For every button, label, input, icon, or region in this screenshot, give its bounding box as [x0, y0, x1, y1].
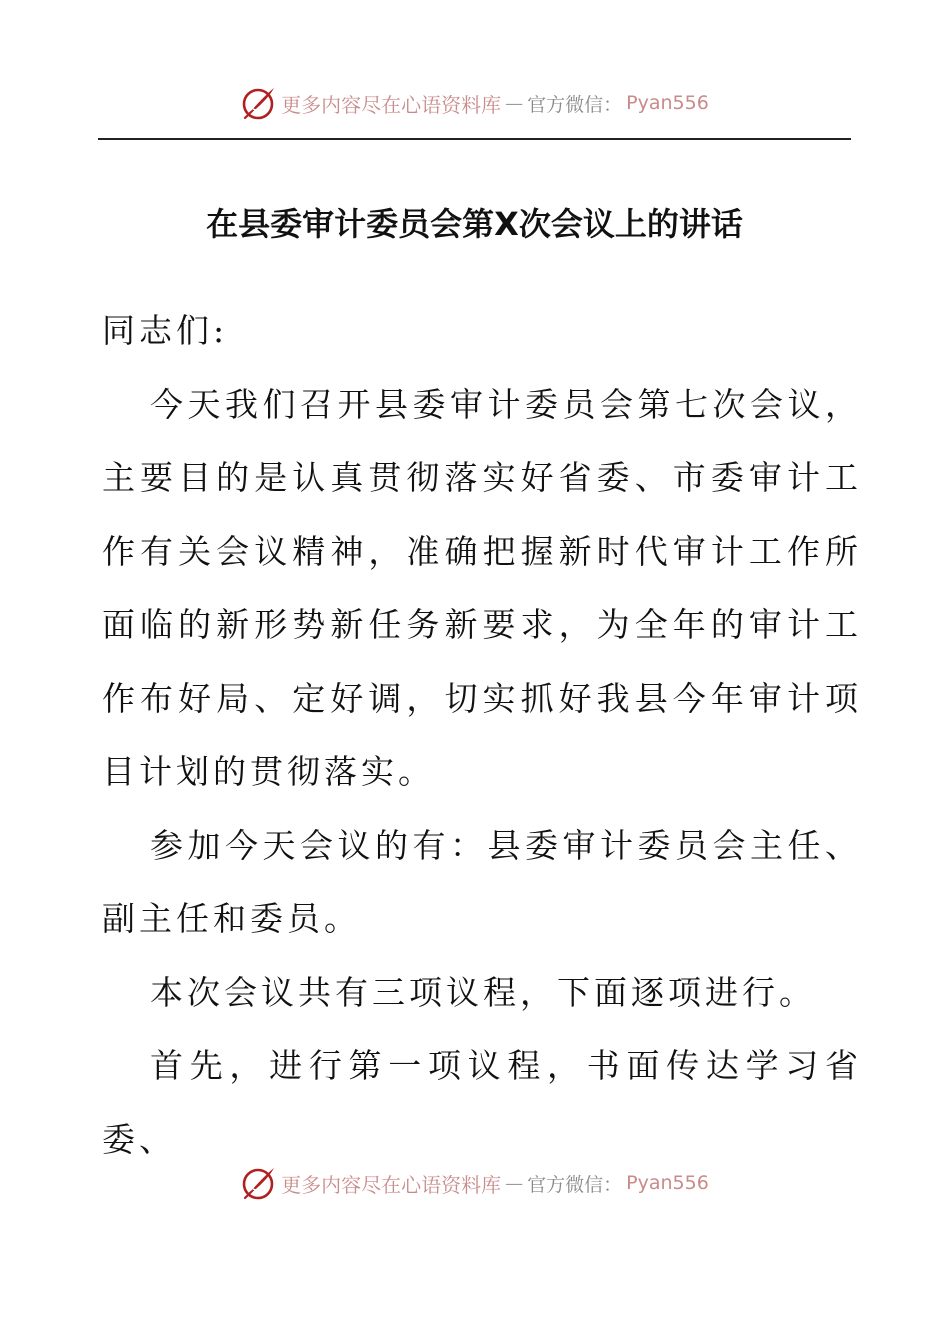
document-title: 在县委审计委员会第X次会议上的讲话 [206, 205, 743, 243]
header-promo-text: 更多内容尽在心语资料库 [281, 92, 502, 117]
footer-wechat-id: Pyan556 [626, 1172, 709, 1194]
quill-pen-logo-icon [241, 1165, 277, 1201]
header-wechat-id: Pyan556 [626, 92, 709, 114]
header-banner [0, 83, 950, 123]
header-wechat-label: 官方微信： [527, 93, 623, 116]
paragraph: 今天我们召开县委审计委员会第七次会议，主要目的是认真贯彻落实好省委、市委审计工作有关会议精神，准确把握新时代审计工作所面临的新形势新任务新要求，为全年的审计工作布好局、定好调，切实抓好我县今年审计项目计划的贯彻落实。 [102, 384, 862, 791]
footer-wechat-label: 官方微信： [527, 1173, 623, 1196]
document-body [102, 294, 862, 1176]
paragraph: 本次会议共有三项议程，下面逐项进行。 [150, 972, 816, 1012]
paragraph: 首先，进行第一项议程，书面传达学习省委、 [102, 1046, 862, 1159]
footer-promo-text: 更多内容尽在心语资料库 [281, 1172, 502, 1197]
footer-banner [0, 1163, 950, 1203]
header-rule [98, 138, 851, 140]
footer-separator: — [505, 1172, 524, 1194]
quill-pen-logo-icon [241, 85, 277, 121]
salutation: 同志们: [102, 311, 229, 350]
header-separator: — [505, 92, 524, 114]
paragraph: 参加今天会议的有：县委审计委员会主任、副主任和委员。 [102, 825, 862, 938]
